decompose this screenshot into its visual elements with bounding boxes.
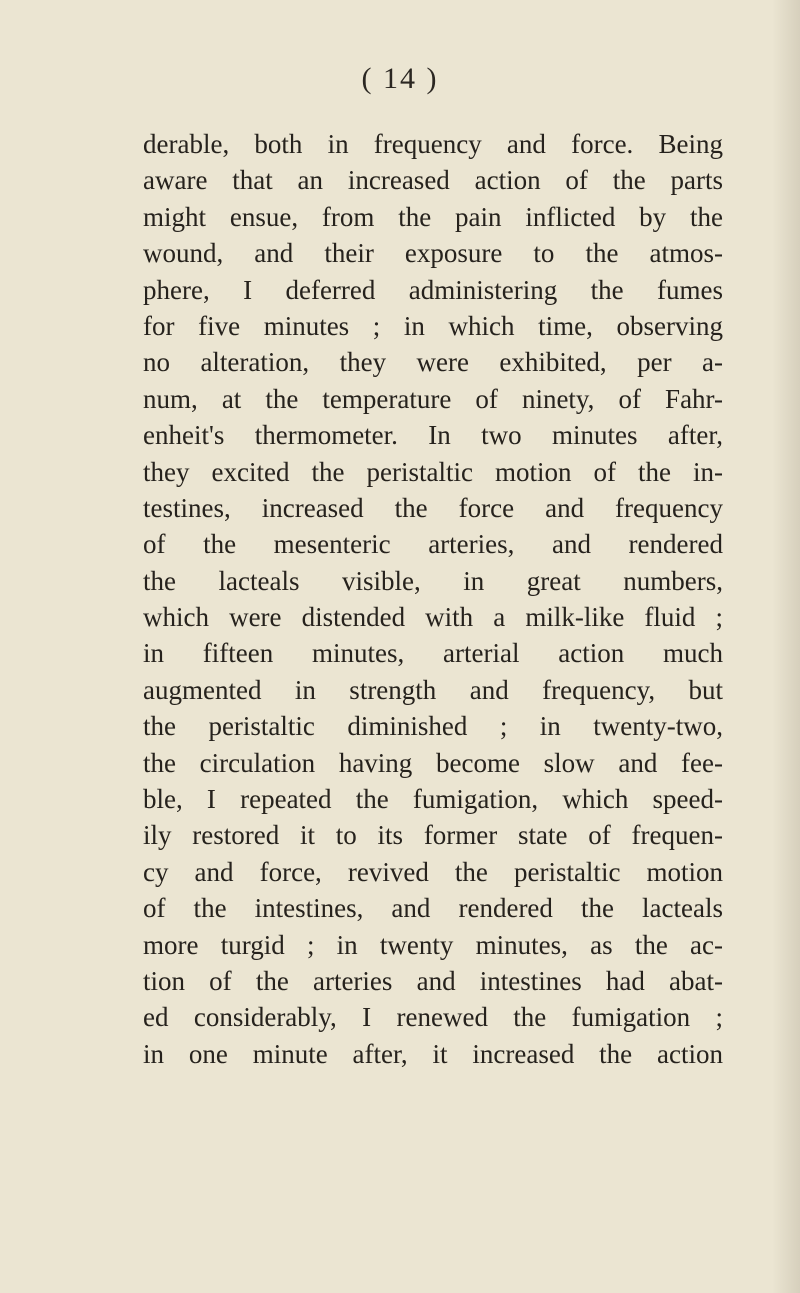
body-text (143, 126, 723, 1072)
page-edge-shadow (772, 0, 800, 1293)
text-line: the peristaltic diminished ; in twenty-two, (143, 711, 723, 742)
text-line: which were distended with a milk-like fluid ; (143, 602, 723, 633)
text-line: augmented in strength and frequency, but (143, 674, 723, 705)
text-line: derable, both in frequency and force. Being (143, 129, 723, 159)
text-line: ble, I repeated the fumigation, which speed- (143, 784, 723, 815)
text-line: testines, increased the force and frequency (143, 492, 723, 523)
text-line: might ensue, from the pain inflicted by the (143, 201, 723, 232)
text-line: in one minute after, it increased the action (143, 1038, 723, 1069)
text-line: in fifteen minutes, arterial action much (143, 638, 723, 669)
text-line: more turgid ; in twenty minutes, as the ac- (143, 929, 723, 960)
text-line: enheit's thermometer. In two minutes after, (143, 420, 723, 451)
text-line: wound, and their exposure to the atmos- (143, 238, 723, 269)
text-line: they excited the peristaltic motion of the in- (143, 456, 723, 487)
text-line: cy and force, revived the peristaltic motion (143, 856, 723, 887)
text-line: the circulation having become slow and fee- (143, 747, 723, 778)
text-line: ed considerably, I renewed the fumigation ; (143, 1002, 723, 1033)
text-line: ily restored it to its former state of frequen- (143, 820, 723, 851)
text-line: phere, I deferred administering the fumes (143, 274, 723, 305)
text-line: of the intestines, and rendered the lacteals (143, 893, 723, 924)
text-line: num, at the temperature of ninety, of Fahr- (143, 383, 723, 414)
text-line: for five minutes ; in which time, observing (143, 310, 723, 341)
text-line: aware that an increased action of the parts (143, 165, 723, 196)
page-number: ( 14 ) (361, 62, 439, 95)
text-line: of the mesenteric arteries, and rendered (143, 529, 723, 560)
text-line: no alteration, they were exhibited, per a- (143, 347, 723, 378)
text-line: the lacteals visible, in great numbers, (143, 565, 723, 596)
text-line: tion of the arteries and intestines had abat- (143, 965, 723, 996)
